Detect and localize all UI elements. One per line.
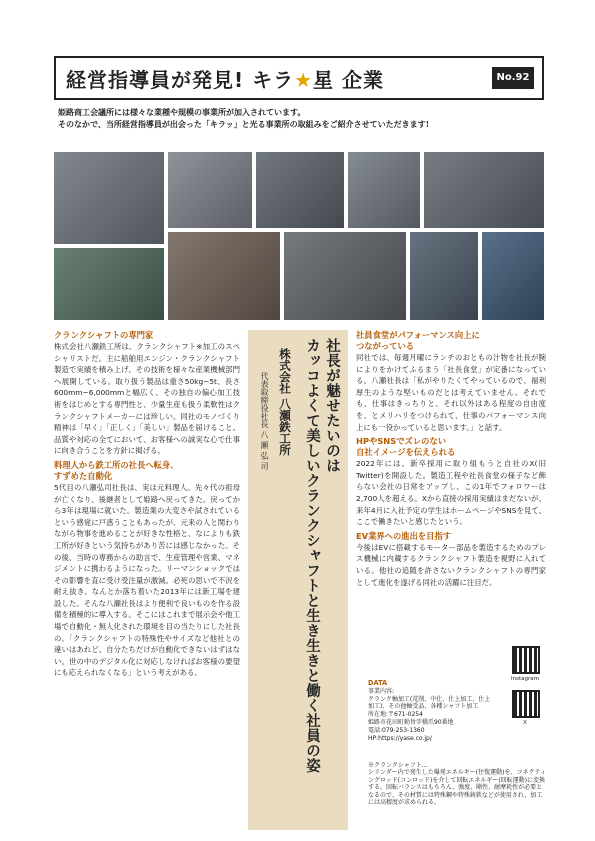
intro-line: 姫路商工会議所には様々な業種や規模の事業所が加入されています。 [58, 107, 306, 117]
star-icon: ★ [294, 68, 314, 92]
heading-line: 自社イメージを伝えられる [356, 447, 456, 458]
photo-workers [410, 232, 478, 320]
x-qr-icon[interactable] [512, 690, 540, 718]
photo-workshop [284, 232, 406, 320]
website-link[interactable]: HP:https://yase.co.jp/ [368, 734, 432, 742]
photo-factory [348, 152, 420, 228]
data-line: 事業内容: [368, 687, 395, 695]
issue-number: No.92 [492, 67, 534, 89]
section-body: 株式会社八瀬鉄工所は、クランクシャフト※加工のスペシャリストだ。主に船舶用エンジン・クランクシャフト製造で実績を積み上げ、その技術を様々な産業機械部門へ展開している。取り扱う製品は重さ50kg~5t、長さ600mm~6,000mmと幅広く、その独自の偏心加工技術をはじめとする専門性と、少量生産も扱う柔軟性はクランクシャフトメーカーには珍しい。同社のモノづくり精神は「早く」「正しく」「美しい」製品を届けること。品質や対応の全てにおいて、お客様への誠実な心で仕事に向き合うことを方針に掲げる。 [54, 342, 240, 456]
intro-line: そのなかで、当所経営指導員が出会った「キラッ」と光る事業所の取組みをご紹介させていただきます! [58, 119, 430, 129]
photo-machine [54, 248, 164, 320]
data-label: DATA [368, 679, 388, 687]
section-body: 同社では、毎週月曜にランチのおともの汁物を社長が腕によりをかけてふるまう「社長食堂」が定番になっている。八瀬社長は「私がやりたくてやっているので、福利厚生のような堅いものだとは考えていません。それでも、仕事はきっちりと、それ以外はある程度の自由度を、とメリハリをつけられて、仕事のパフォーマンス向上にも一役かっていると思います。」と話す。 [356, 353, 546, 432]
left-column [54, 330, 240, 682]
photo-president [54, 152, 164, 244]
company-name: 株式会社 八瀬鉄工所 [278, 348, 292, 456]
data-line: 姫路市花田町勅旨字橋爪90番地 [368, 718, 454, 726]
heading-line: すずめた自動化 [54, 470, 113, 481]
section-body: 5代目の八瀬弘司社長は、実は元料理人。先々代の祖母が亡くなり、後継者として姫路へ戻ってきた。戻ってから3年は現場に就いた。製造業の大変さや試されているという感覚に戸惑うこともあったが、元来の人と関わりながら物事を進めることが好きな性格と、なによりも鉄工所が好きという気持ちがあり苦には感じなかった。その後、当時の専務からの助言で、生産管理や営業、マネジメントに携わるようになった。リーマンショックではその影響を直に受け受注量が激減。必死の思いで不況を耐え抜き、なんとか落ち着いた2013年には新工場を建設した。そんな八瀬社長はより便利で良いものを作る設備を積極的に導入する。そこにはこれまで展示会や他工場で自動化・無人化された環境を目の当たりにした社長の、「クランクシャフトの特殊性やサイズなど他社との違いはあれど、自分たちだけが自動化できないはずはない。世の中のデジタル化に対応しなければお客様の要望にも応えられなくなる」という考えがある。 [54, 482, 240, 678]
photo-workers [482, 232, 544, 320]
heading-line: 社員食堂がパフォーマンス向上に [356, 330, 480, 340]
title-prefix: 経営指導員が発見! [66, 68, 245, 92]
photo-factory [168, 152, 252, 228]
photo-crankshaft [168, 232, 280, 320]
company-data [368, 680, 496, 742]
photo-factory [256, 152, 344, 228]
section-body: 今後はEVに搭載するモーター部品を製造するためのプレス機械に内蔵するクランクシャフト製造を視野に入れている。他社の追随を許さないクランクシャフトの専門家として進化を遂げる同社の活躍に注目だ。 [356, 542, 546, 587]
headline-line: 社長が魅せたいのは [324, 338, 341, 473]
photo-collage [54, 152, 544, 320]
data-line: クランク軸加工(荒削、中仕、仕上加工、仕上加工)、その他軸受品、各種シャフト加工 [368, 695, 491, 711]
instagram-label: Instagram [511, 676, 539, 682]
representative: 代表取締役社長 八 瀬 弘 司 [260, 372, 269, 471]
heading-line: HPやSNSでズレのない [356, 436, 446, 447]
section-body: 2022年には、新卒採用に取り組もうと自社のX(旧Twitter)を開設した。製造工程や社長食堂の様子など飾らない会社の日常をアップし、この1年でフォロワーは2,700人を超える。Xから直接の採用実績はまだないが、来年4月に入社予定の学生はホームページやSNSを見て、ここで働きたいと感じたという。 [356, 459, 546, 527]
section-heading: クランクシャフトの専門家 [54, 330, 154, 340]
title-suffix: 星 企業 [313, 68, 384, 92]
right-column [356, 330, 546, 591]
intro-text [58, 106, 548, 130]
vertical-headline [259, 338, 342, 773]
headline-panel [248, 330, 348, 830]
headline-line: カッコよくて美しいクランクシャフトと生き生きと働く社員の姿 [304, 338, 321, 773]
phone-number: 電話:079-253-1360 [368, 726, 425, 734]
data-line: 所在地:〒671-0254 [368, 711, 423, 719]
x-label: X [523, 720, 527, 726]
note-body: シリンダー内で発生した爆発エネルギー(往復運動)を、コネクティングロッド(コンロッド)を介して回転エネルギー(回転運動)に変換する。回転バランスはもちろん、強度、剛性、耐摩耗性が必要となるので、その材質には特殊鋼や特殊鋳鉄などが使用され、加工には高精度が求められる。 [368, 769, 546, 807]
photo-crankshafts [424, 152, 544, 228]
section-heading [54, 460, 240, 482]
crankshaft-note [368, 762, 546, 806]
section-heading [356, 436, 546, 458]
section-heading [356, 330, 546, 352]
heading-line: つながっている [356, 341, 415, 351]
note-title: ※クランクシャフト… [368, 762, 428, 769]
headline-main [302, 338, 342, 773]
section-heading: EV業界への進出を目指す [356, 530, 452, 541]
feature-header [54, 56, 544, 100]
feature-title [66, 64, 384, 93]
instagram-qr-icon[interactable] [512, 646, 540, 674]
heading-line: 料理人から鉄工所の社長へ転身、 [54, 459, 179, 470]
title-kira: キラ [252, 68, 295, 92]
